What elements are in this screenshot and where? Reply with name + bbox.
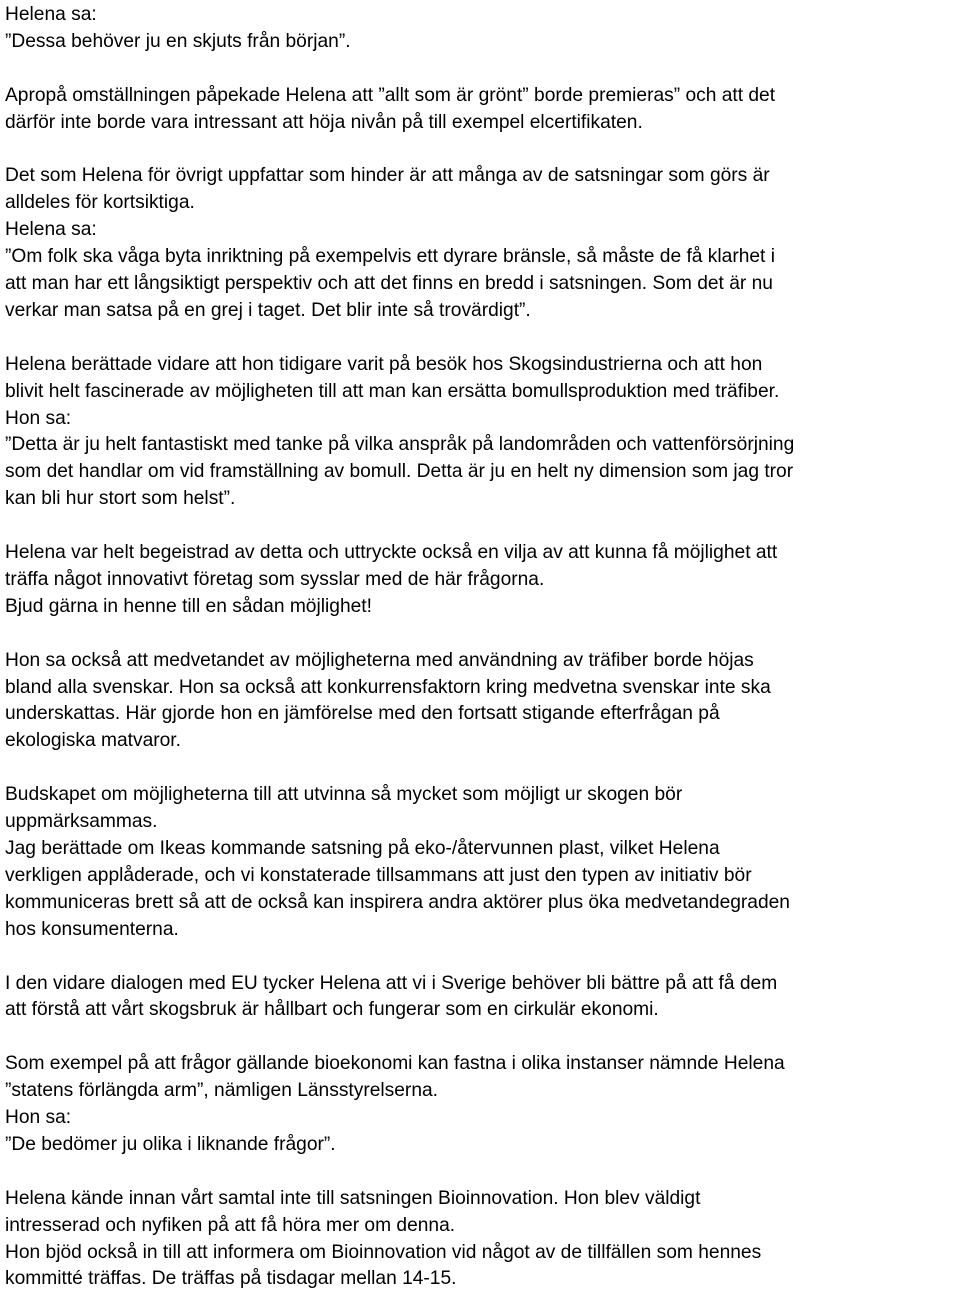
text-line: att förstå att vårt skogsbruk är hållbart och fungerar som en cirkulär ekonomi. — [5, 999, 659, 1021]
text-line: ”Dessa behöver ju en skjuts från början”. — [5, 30, 351, 52]
paragraph — [5, 83, 960, 137]
paragraph — [5, 1186, 960, 1293]
paragraph — [5, 540, 960, 621]
text-line: som det handlar om vid framställning av bomull. Detta är ju en helt ny dimension som jag tror — [5, 461, 794, 483]
text-line: Helena sa: — [5, 4, 97, 25]
text-line: kommitté träffas. De träffas på tisdagar mellan 14-15. — [5, 1268, 457, 1290]
text-line: ”statens förlängda arm”, nämligen Länsstyrelserna. — [5, 1080, 438, 1102]
text-line: hos konsumenterna. — [5, 918, 179, 940]
text-line: Helena kände innan vårt samtal inte till satsningen Bioinnovation. Hon blev väldigt — [5, 1187, 701, 1209]
text-line: underskattas. Här gjorde hon en jämförelse med den fortsatt stigande efterfrågan på — [5, 703, 720, 725]
text-line: intresserad och nyfiken på att få höra mer om denna. — [5, 1214, 456, 1236]
text-line: Helena var helt begeistrad av detta och uttryckte också en vilja av att kunna få möjlighet att — [5, 542, 778, 564]
text-line: ”De bedömer ju olika i liknande frågor”. — [5, 1133, 336, 1155]
text-line: ”Om folk ska våga byta inriktning på exempelvis ett dyrare bränsle, så måste de få klarhet i — [5, 246, 775, 268]
text-line: alldeles för kortsiktiga. — [5, 192, 195, 214]
text-line: Helena sa: — [5, 219, 97, 241]
text-line: blivit helt fascinerade av möjligheten till att man kan ersätta bomullsproduktion med träfiber. — [5, 380, 780, 402]
text-line: Hon sa också att medvetandet av möjligheterna med användning av träfiber borde höjas — [5, 649, 754, 671]
text-line: kommuniceras brett så att de också kan inspirera andra aktörer plus öka medvetandegraden — [5, 891, 790, 913]
text-line: kan bli hur stort som helst”. — [5, 488, 236, 510]
paragraph — [5, 2, 960, 56]
text-line: träffa något innovativt företag som sysslar med de här frågorna. — [5, 568, 545, 590]
text-line: Jag berättade om Ikeas kommande satsning på eko-/återvunnen plast, vilket Helena — [5, 838, 720, 859]
paragraph — [5, 1051, 960, 1159]
text-line: Hon bjöd också in till att informera om Bioinnovation vid något av de tillfällen som hennes — [5, 1241, 762, 1263]
text-line: Budskapet om möjligheterna till att utvinna så mycket som möjligt ur skogen bör — [5, 784, 683, 806]
text-line: Som exempel på att frågor gällande bioekonomi kan fastna i olika instanser nämnde Helena — [5, 1053, 785, 1075]
text-line: därför inte borde vara intressant att höja nivån på till exempel elcertifikaten. — [5, 111, 643, 133]
text-line: att man har ett långsiktigt perspektiv och att det finns en bredd i satsningen. Som det är nu — [5, 273, 773, 295]
text-line: bland alla svenskar. Hon sa också att konkurrensfaktorn kring medvetna svenskar inte ska — [5, 676, 771, 698]
text-line: I den vidare dialogen med EU tycker Helena att vi i Sverige behöver bli bättre på att få dem — [5, 972, 778, 994]
paragraph — [5, 648, 960, 756]
paragraph — [5, 971, 960, 1025]
paragraph — [5, 352, 960, 513]
text-line: Apropå omställningen påpekade Helena att ”allt som är grönt” borde premieras” och att det — [5, 84, 776, 106]
text-line: ekologiska matvaror. — [5, 730, 181, 752]
text-line: uppmärksammas. — [5, 811, 158, 833]
paragraph — [5, 163, 960, 324]
text-line: Hon sa: — [5, 1107, 72, 1129]
text-line: Hon sa: — [5, 407, 72, 429]
text-line: verkligen applåderade, och vi konstaterade tillsammans att just den typen av initiativ bör — [5, 864, 752, 886]
text-line: ”Detta är ju helt fantastiskt med tanke på vilka anspråk på landområden och vattenförsörjning — [5, 434, 795, 456]
text-line: Det som Helena för övrigt uppfattar som hinder är att många av de satsningar som görs är — [5, 165, 770, 187]
text-line: Helena berättade vidare att hon tidigare varit på besök hos Skogsindustrierna och att hon — [5, 353, 763, 375]
text-line: verkar man satsa på en grej i taget. Det blir inte så trovärdigt”. — [5, 299, 531, 321]
text-line: Bjud gärna in henne till en sådan möjlighet! — [5, 595, 372, 617]
paragraph — [5, 782, 960, 943]
